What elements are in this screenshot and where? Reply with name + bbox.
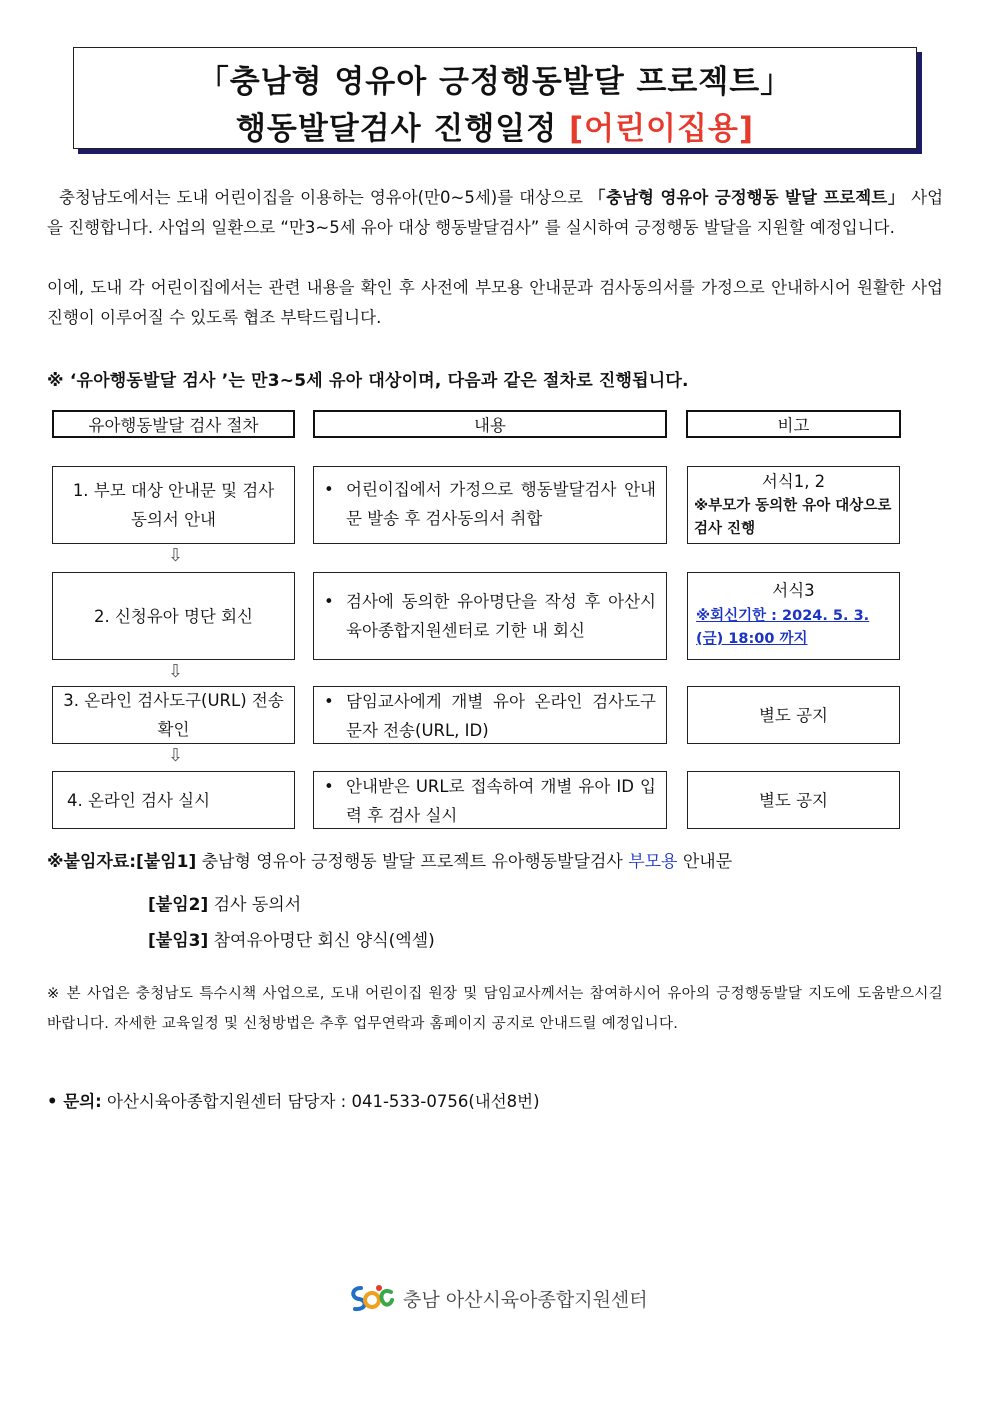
down-arrow-icon: ⇩ xyxy=(168,545,184,566)
step-3-note: 별도 공지 xyxy=(687,686,900,744)
intro-paragraph xyxy=(47,183,943,243)
title-box xyxy=(73,47,917,149)
step-4-content xyxy=(313,771,667,829)
document-subtitle xyxy=(74,103,916,148)
center-logo xyxy=(347,1282,648,1314)
header-content-label: 내용 xyxy=(474,416,506,435)
step-1-content xyxy=(313,466,667,544)
header-procedure-label: 유아행동발달 검사 절차 xyxy=(88,416,259,435)
step-2-note xyxy=(687,572,900,660)
attachment-2-tag: [붙임2] xyxy=(148,895,209,915)
bullet-icon: • xyxy=(324,592,334,611)
bullet-icon: • xyxy=(324,692,334,711)
down-arrow-icon: ⇩ xyxy=(168,661,184,682)
step-1-note-detail: ※부모가 동의한 유아 대상으로 검사 진행 xyxy=(694,498,892,537)
attachment-1-text: 충남형 영유아 긍정행동 발달 프로젝트 유아행동발달검사 xyxy=(196,852,629,872)
subtitle-main: 행동발달검사 진행일정 xyxy=(235,111,569,147)
procedure-note: ※ ‘유아행동발달 검사 ’는 만3~5세 유아 대상이며, 다음과 같은 절차로 진행됩니다. xyxy=(47,371,689,391)
step-2-note-deadline: ※회신기한 : 2024. 5. 3. (금) 18:00 까지 xyxy=(696,608,870,647)
attachment-1-suffix: 안내문 xyxy=(677,852,733,872)
attachment-prefix: ※붙임자료: xyxy=(47,852,137,872)
bullet-icon: • xyxy=(324,480,334,499)
down-arrow-icon: ⇩ xyxy=(168,745,184,766)
intro-text-a: 충청남도에서는 도내 어린이집을 이용하는 영유아(만0~5세)를 대상으로 xyxy=(58,188,583,207)
attachment-2 xyxy=(148,890,301,915)
attachment-2-text: 검사 동의서 xyxy=(208,895,302,915)
contact-text: 아산시육아종합지원센터 담당자 : 041-533-0756(내선8번) xyxy=(101,1092,540,1111)
step-1-content-text: 어린이집에서 가정으로 행동발달검사 안내문 발송 후 검사동의서 취합 xyxy=(346,480,656,528)
attachment-3-text: 참여유아명단 회신 양식(엑셀) xyxy=(208,931,435,951)
footnote: ※ 본 사업은 충청남도 특수시책 사업으로, 도내 어린이집 원장 및 담임교사께서는 참여하시어 유아의 긍정행동발달 지도에 도움받으시길 바랍니다. 자세한 교육일정 및 신청방법은 추후 업무연락과 홈페이지 공지로 안내드릴 예정입니다. xyxy=(47,986,943,1032)
step-3-content-text: 담임교사에게 개별 유아 온라인 검사도구 문자 전송(URL, ID) xyxy=(346,692,656,740)
step-1-label: 1. 부모 대상 안내문 및 검사 동의서 안내 xyxy=(52,466,295,544)
header-content xyxy=(313,410,667,438)
bullet-icon: • xyxy=(324,777,334,796)
document-title: 「충남형 영유아 긍정행동발달 프로젝트」 xyxy=(197,64,793,100)
project-name: 「충남형 영유아 긍정행동 발달 프로젝트」 xyxy=(588,188,906,207)
header-remarks xyxy=(686,410,901,438)
step-2-content-text: 검사에 동의한 유아명단을 작성 후 아산시육아종합지원센터로 기한 내 회신 xyxy=(346,592,656,640)
intro-text-b: 사업을 진행합니다. 사업의 일환으로 “만3~5세 유아 대상 행동발달검사” 를 실시하여 긍정행동 발달을 지원할 예정입니다. xyxy=(47,188,944,237)
attachment-1 xyxy=(47,847,732,877)
step-1-note xyxy=(687,466,900,544)
subtitle-target: [어린이집용] xyxy=(568,111,755,147)
center-logo-text: 충남 아산시육아종합지원센터 xyxy=(403,1288,648,1311)
attachment-3 xyxy=(148,926,435,951)
attachment-3-tag: [붙임3] xyxy=(148,931,209,951)
contact-info xyxy=(47,1088,540,1112)
contact-label: • 문의: xyxy=(47,1092,102,1111)
step-4-label: 4. 온라인 검사 실시 xyxy=(52,771,295,829)
step-3-label: 3. 온라인 검사도구(URL) 전송 확인 xyxy=(52,686,295,744)
step-2-note-form: 서식3 xyxy=(772,581,815,600)
step-4-note: 별도 공지 xyxy=(687,771,900,829)
step-1-note-form: 서식1, 2 xyxy=(761,472,826,491)
step-4-content-text: 안내받은 URL로 접속하여 개별 유아 ID 입력 후 검사 실시 xyxy=(346,777,656,825)
header-procedure xyxy=(52,410,295,438)
intro-paragraph-2: 이에, 도내 각 어린이집에서는 관련 내용을 확인 후 사전에 부모용 안내문과 검사동의서를 가정으로 안내하시어 원활한 사업 진행이 이루어질 수 있도록 협조 부탁드립니다. xyxy=(47,278,943,327)
step-2-label: 2. 신청유아 명단 회신 xyxy=(52,572,295,660)
center-logo-icon xyxy=(347,1282,397,1314)
step-2-content xyxy=(313,572,667,660)
attachment-1-audience: 부모용 xyxy=(628,852,678,872)
attachment-1-tag: [붙임1] xyxy=(136,852,197,872)
step-3-content xyxy=(313,686,667,744)
header-remarks-label: 비고 xyxy=(777,416,810,435)
